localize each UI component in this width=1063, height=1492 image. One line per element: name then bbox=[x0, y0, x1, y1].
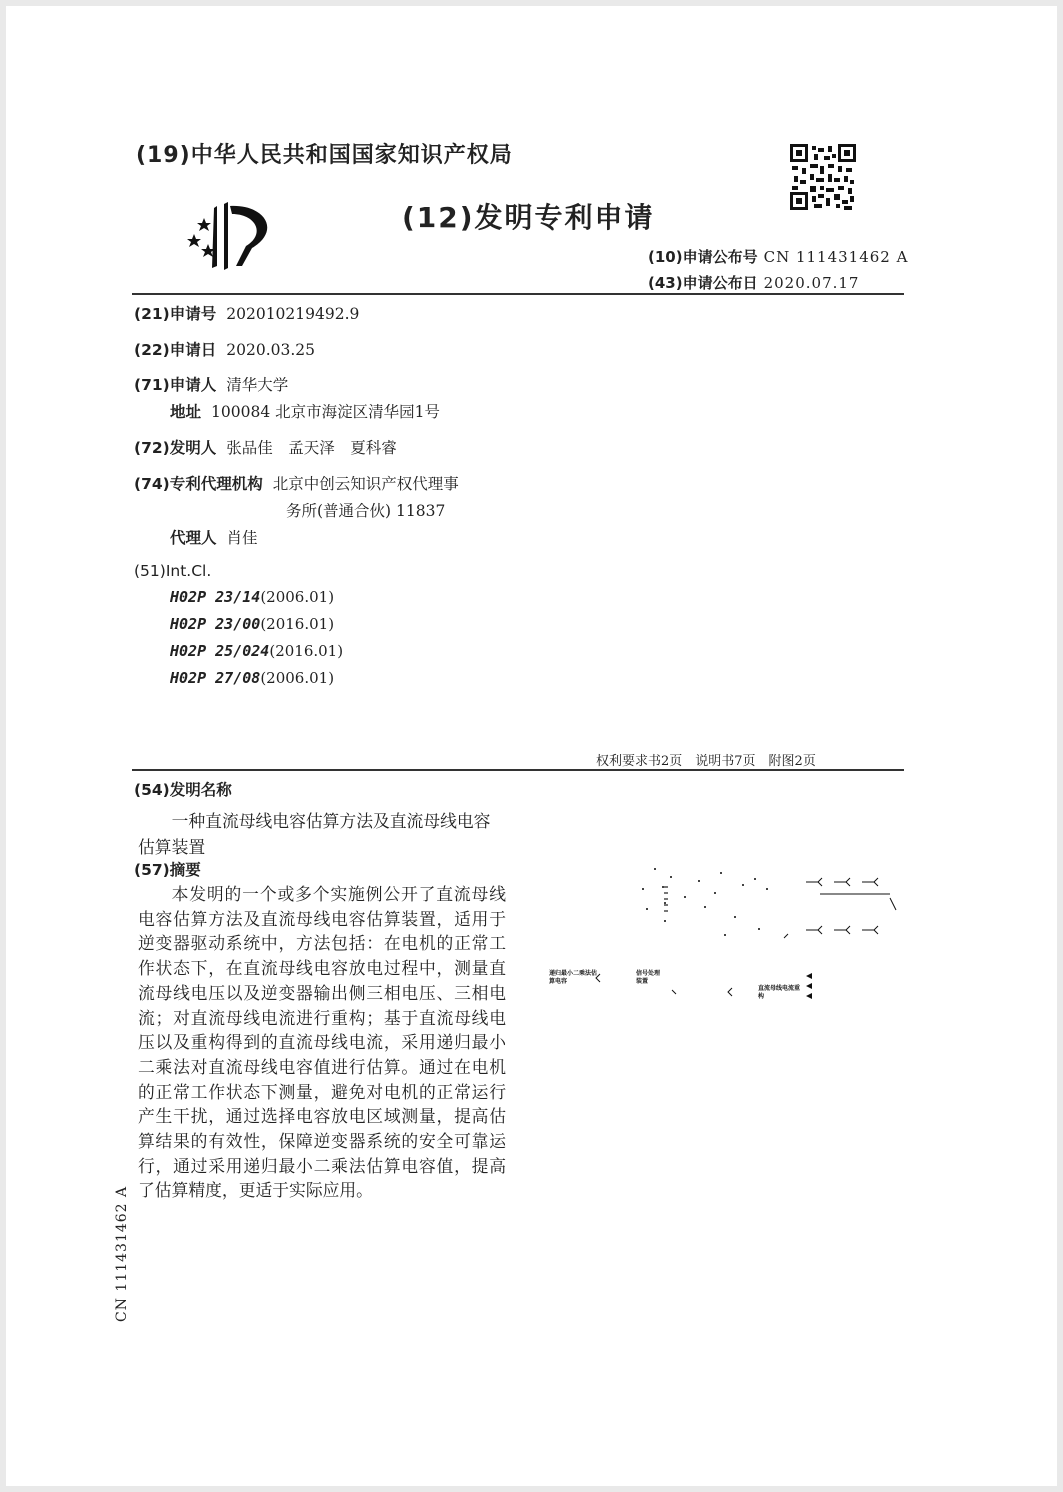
ipc-date: (2006.01) bbox=[260, 669, 335, 687]
figure-label-signal: 信号处理装置 bbox=[636, 970, 661, 985]
abstract-text: 本发明的一个或多个实施例公开了直流母线电容估算方法及直流母线电容估算装置，适用于逆变器驱动系统中，方法包括：在电机的正常工作状态下，在直流母线电容放电过程中，测量直流母线电压以及逆变器输出侧三相电压、三相电流；对直流母线电流进行重构；基于直流母线电压以及重构得到的直流母线电流，采用递归最小二乘法对直流母线电容值进行估算。通过在电机的正常工作状态下测量，避免对电机的正常运行产生干扰，通过选择电容放电区域测量，提高估算结果的有效性，保障逆变器系统的安全可靠运行，通过采用递归最小二乘法估算电容值，提高了估算精度，更适于实际应用。 bbox=[138, 884, 506, 1201]
figure-label-reconstruct: 直流母线电流重构 bbox=[758, 985, 801, 1000]
applicant-value: 清华大学 bbox=[226, 376, 289, 394]
agency-value-line1: 北京中创云知识产权代理事 bbox=[272, 475, 459, 493]
address-value: 100084 北京市海淀区清华园1号 bbox=[211, 403, 440, 421]
ipc-entry bbox=[170, 642, 343, 660]
application-date-label: (22)申请日 bbox=[134, 341, 217, 359]
figure-label-rls: 递归最小二乘法估算电容 bbox=[549, 970, 598, 985]
intcl-row bbox=[134, 562, 211, 580]
ipc-code: H02P 25/024 bbox=[170, 642, 270, 660]
ipc-entry bbox=[170, 615, 334, 633]
publication-date-row bbox=[648, 272, 859, 293]
ipc-entry bbox=[170, 588, 334, 606]
publication-number-row bbox=[648, 246, 908, 267]
ipc-date: (2016.01) bbox=[260, 615, 335, 633]
agent-label: 代理人 bbox=[170, 529, 217, 547]
application-number-row bbox=[134, 302, 359, 324]
application-date-row bbox=[134, 338, 315, 360]
application-date-value: 2020.03.25 bbox=[226, 341, 315, 359]
ipc-code: H02P 23/14 bbox=[170, 588, 261, 606]
ipc-date: (2006.01) bbox=[260, 588, 335, 606]
title-label: (54)发明名称 bbox=[134, 781, 232, 799]
patent-page bbox=[6, 6, 1057, 1486]
intcl-label: (51)Int.Cl. bbox=[134, 562, 212, 580]
page-counts: 权利要求书2页 说明书7页 附图2页 bbox=[596, 754, 816, 769]
agency-value-line2: 务所(普通合伙) 11837 bbox=[286, 502, 446, 520]
ipc-date: (2016.01) bbox=[269, 642, 344, 660]
middle-divider bbox=[132, 769, 904, 771]
inventor-row bbox=[134, 436, 397, 458]
abstract-figure bbox=[544, 858, 916, 1008]
agent-row bbox=[170, 526, 258, 548]
ipc-entry bbox=[170, 669, 334, 687]
publication-number-value: CN 111431462 A bbox=[763, 248, 909, 266]
ipc-code: H02P 23/00 bbox=[170, 615, 261, 633]
agency-label: (74)专利代理机构 bbox=[134, 475, 263, 493]
inventor-label: (72)发明人 bbox=[134, 439, 217, 457]
agency-row bbox=[134, 472, 459, 494]
top-divider bbox=[132, 293, 904, 295]
publication-number-label: (10)申请公布号 bbox=[648, 248, 758, 266]
abstract-label: (57)摘要 bbox=[134, 861, 201, 879]
applicant-label: (71)申请人 bbox=[134, 376, 217, 394]
document-type: (12)发明专利申请 bbox=[402, 201, 655, 234]
application-number-value: 202010219492.9 bbox=[226, 305, 360, 323]
publication-date-label: (43)申请公布日 bbox=[648, 274, 758, 292]
address-row bbox=[170, 400, 440, 422]
agent-value: 肖佳 bbox=[226, 529, 258, 547]
cnipa-logo-icon bbox=[184, 196, 280, 270]
application-number-label: (21)申请号 bbox=[134, 305, 217, 323]
publication-date-value: 2020.07.17 bbox=[763, 274, 860, 292]
applicant-row bbox=[134, 373, 288, 395]
inventor-value: 张品佳 孟天泽 夏科睿 bbox=[226, 439, 397, 457]
ipc-code: H02P 27/08 bbox=[170, 669, 261, 687]
qr-code-icon bbox=[790, 144, 856, 210]
office-name: (19)中华人民共和国国家知识产权局 bbox=[136, 143, 513, 168]
side-publication-number: CN 111431462 A bbox=[114, 1185, 130, 1322]
invention-title: 一种直流母线电容估算方法及直流母线电容估算装置 bbox=[138, 811, 491, 857]
address-label: 地址 bbox=[170, 403, 202, 421]
